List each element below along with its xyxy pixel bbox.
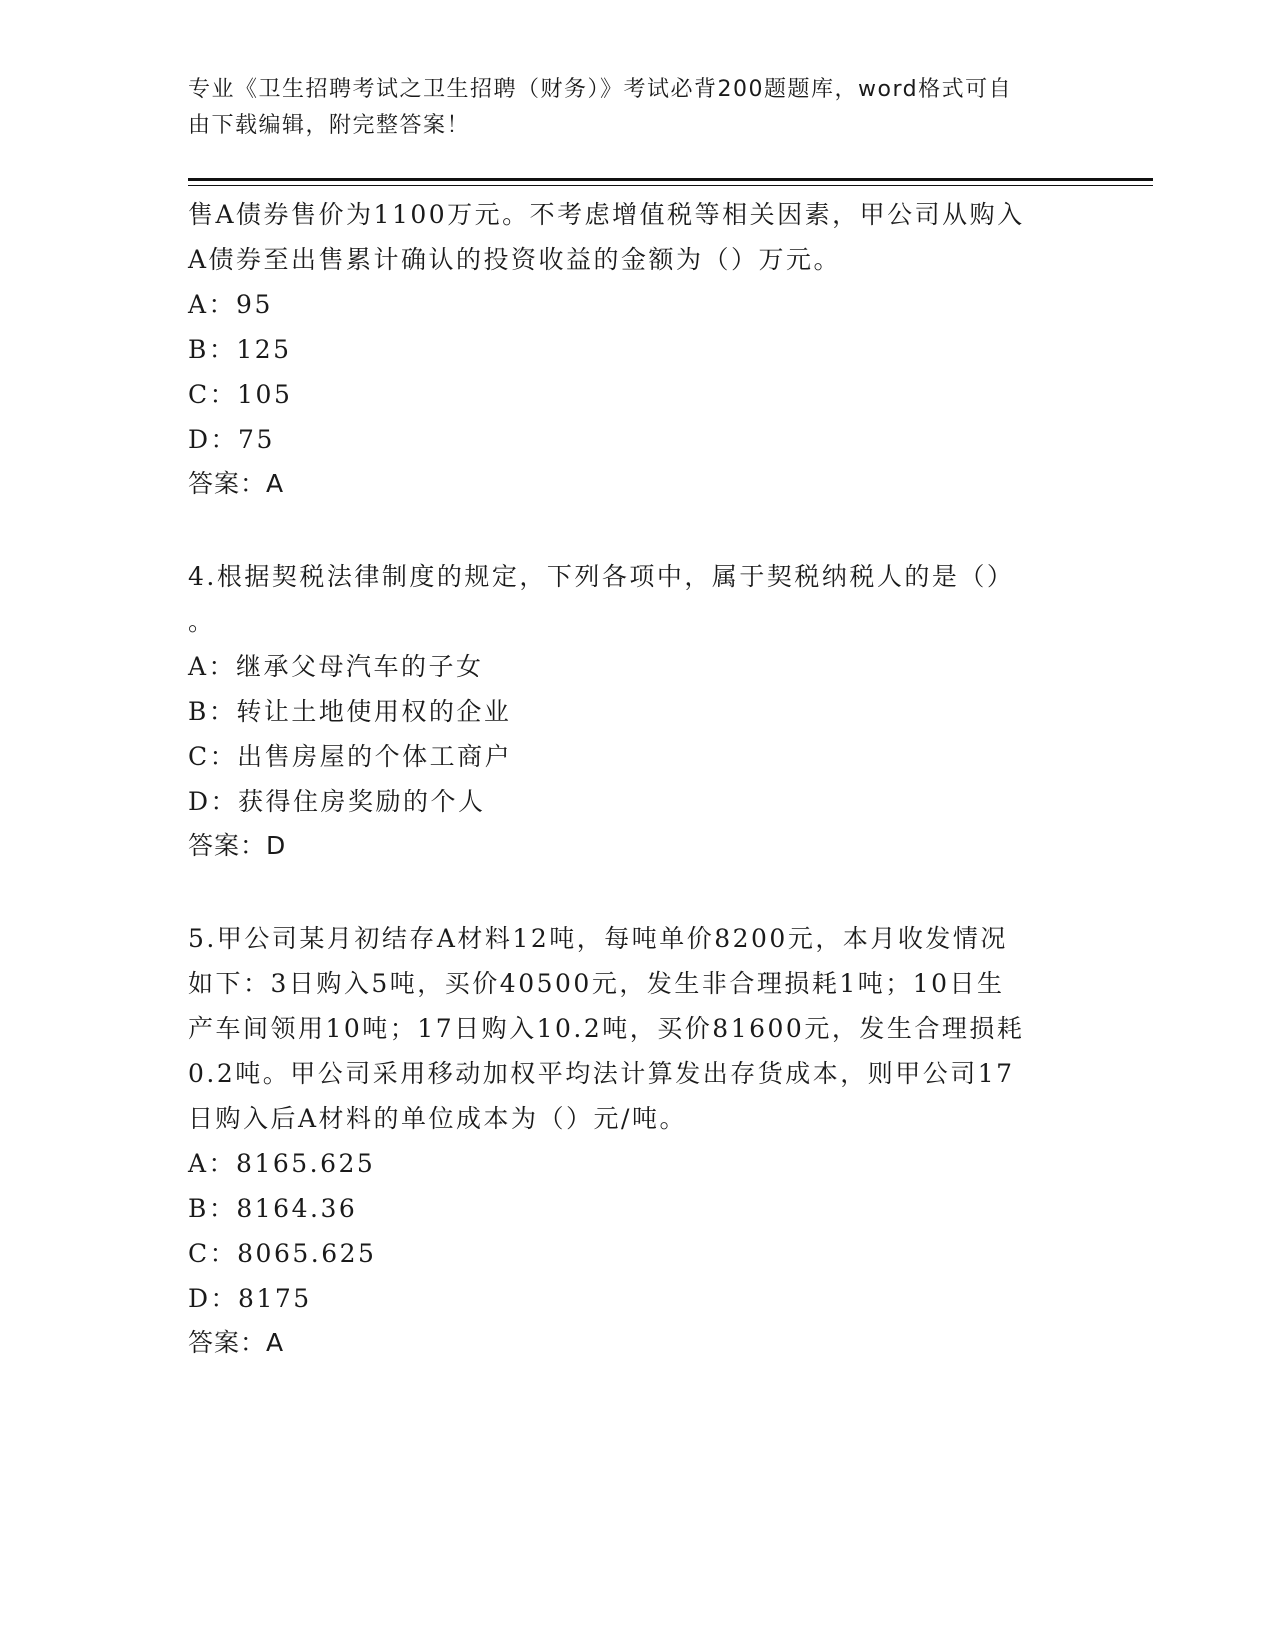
option-c: C：105 bbox=[188, 380, 293, 409]
stem-line: A债券至出售累计确认的投资收益的金额为（）万元。 bbox=[188, 245, 842, 274]
document-header bbox=[188, 72, 1068, 144]
question-3-continued bbox=[188, 192, 1088, 506]
option-c: C：出售房屋的个体工商户 bbox=[188, 742, 513, 771]
stem-line: 售A债券售价为1100万元。不考虑增值税等相关因素，甲公司从购入 bbox=[188, 200, 1025, 229]
question-stem bbox=[188, 554, 1088, 644]
stem-line: 。 bbox=[188, 607, 216, 636]
question-list bbox=[188, 188, 1088, 1365]
header-line-1: 专业《卫生招聘考试之卫生招聘（财务）》考试必背200题题库，word格式可自 bbox=[188, 77, 1013, 102]
answer-line: 答案：A bbox=[188, 1328, 285, 1357]
option-a: A：95 bbox=[188, 290, 273, 319]
stem-line: 5.甲公司某月初结存A材料12吨，每吨单价8200元，本月收发情况 bbox=[188, 924, 1008, 953]
stem-line: 如下：3日购入5吨，买价40500元，发生非合理损耗1吨；10日生 bbox=[188, 969, 1005, 998]
stem-line: 4.根据契税法律制度的规定，下列各项中，属于契税纳税人的是（） bbox=[188, 562, 1015, 591]
question-4 bbox=[188, 554, 1088, 868]
option-d: D：8175 bbox=[188, 1284, 312, 1313]
header-divider-thick bbox=[188, 178, 1153, 181]
option-a: A：8165.625 bbox=[188, 1149, 376, 1178]
option-b: B：125 bbox=[188, 335, 292, 364]
question-5 bbox=[188, 916, 1088, 1365]
answer-line: 答案：A bbox=[188, 469, 285, 498]
stem-line: 产车间领用10吨；17日购入10.2吨，买价81600元，发生合理损耗 bbox=[188, 1014, 1025, 1043]
option-d: D：75 bbox=[188, 425, 275, 454]
option-a: A：继承父母汽车的子女 bbox=[188, 652, 484, 681]
option-d: D：获得住房奖励的个人 bbox=[188, 787, 486, 816]
stem-line: 0.2吨。甲公司采用移动加权平均法计算发出存货成本，则甲公司17 bbox=[188, 1059, 1015, 1088]
option-c: C：8065.625 bbox=[188, 1239, 377, 1268]
question-stem bbox=[188, 916, 1088, 1141]
header-divider-thin bbox=[188, 185, 1153, 186]
question-stem bbox=[188, 192, 1088, 282]
stem-line: 日购入后A材料的单位成本为（）元/吨。 bbox=[188, 1104, 687, 1133]
answer-line: 答案：D bbox=[188, 831, 287, 860]
option-b: B：8164.36 bbox=[188, 1194, 358, 1223]
option-b: B：转让土地使用权的企业 bbox=[188, 697, 512, 726]
header-line-2: 由下载编辑，附完整答案！ bbox=[188, 113, 471, 138]
